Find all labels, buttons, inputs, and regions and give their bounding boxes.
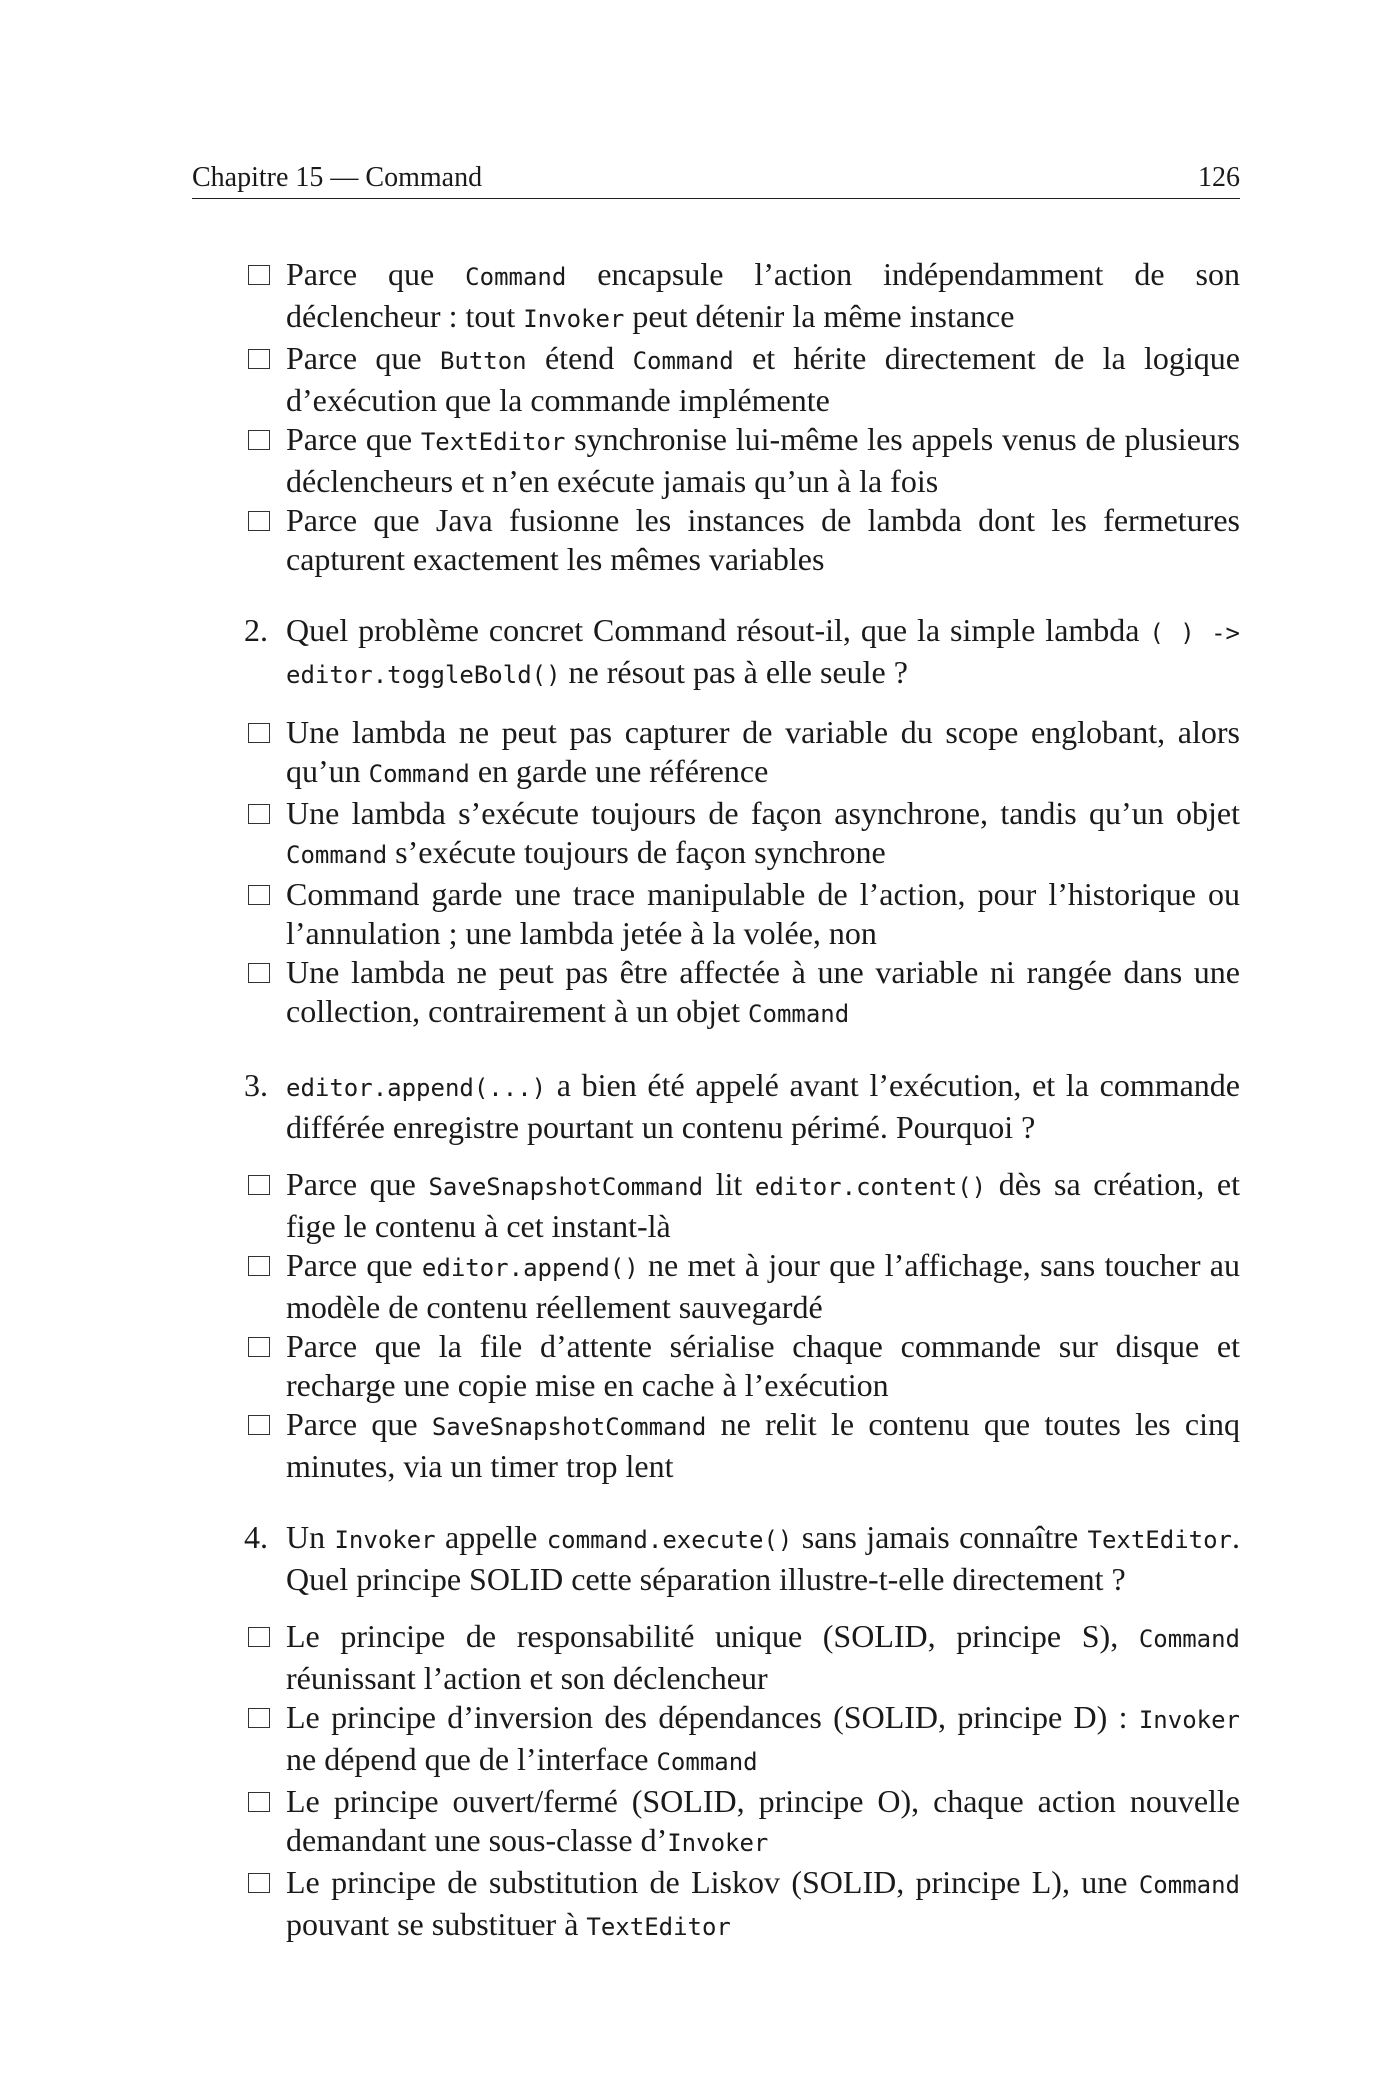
option-q1-d[interactable] — [192, 501, 1240, 579]
option-q2-a[interactable] — [192, 713, 1240, 794]
option-q3-d[interactable] — [192, 1405, 1240, 1486]
checkbox-q4-d[interactable] — [248, 1873, 270, 1893]
option-q3-c[interactable] — [192, 1327, 1240, 1405]
question-text: Un Invoker appelle command.execute() sans jamais connaître TextEditor. Quel principe SOLID cette séparation illustre-t-elle directement ? — [286, 1519, 1240, 1597]
question-text: editor.append(...) a bien été appelé avant l’exécution, et la commande différée enregistre pourtant un contenu périmé. Pourquoi ? — [286, 1067, 1240, 1145]
option-q2-c[interactable] — [192, 875, 1240, 953]
checkbox-q4-b[interactable] — [248, 1708, 270, 1728]
running-head — [192, 160, 1240, 199]
checkbox-q4-a[interactable] — [248, 1627, 270, 1647]
option-text: Le principe de substitution de Liskov (SOLID, principe L), une Command pouvant se substituer à TextEditor — [286, 1864, 1240, 1942]
question-4-options — [192, 1617, 1240, 1947]
checkbox-q3-a[interactable] — [248, 1175, 270, 1195]
checkbox-q2-d[interactable] — [248, 963, 270, 983]
checkbox-q3-d[interactable] — [248, 1415, 270, 1435]
option-text: Le principe de responsabilité unique (SOLID, principe S), Command réunissant l’action et son déclencheur — [286, 1618, 1240, 1696]
checkbox-q3-b[interactable] — [248, 1256, 270, 1276]
checkbox-q1-a[interactable] — [248, 265, 270, 285]
chapter-title: Chapitre 15 — Command — [192, 162, 483, 193]
option-q2-d[interactable] — [192, 953, 1240, 1034]
quiz-content — [192, 255, 1240, 1947]
checkbox-q1-b[interactable] — [248, 349, 270, 369]
checkbox-q3-c[interactable] — [248, 1337, 270, 1357]
checkbox-q4-c[interactable] — [248, 1792, 270, 1812]
page-number: 126 — [1198, 162, 1240, 193]
question-3-options — [192, 1165, 1240, 1486]
option-q2-b[interactable] — [192, 794, 1240, 875]
option-q1-c[interactable] — [192, 420, 1240, 501]
option-text: Une lambda s’exécute toujours de façon asynchrone, tandis qu’un objet Command s’exécute toujours de façon synchrone — [286, 795, 1240, 870]
question-1-options — [192, 255, 1240, 579]
option-q4-d[interactable] — [192, 1863, 1240, 1947]
option-text: Parce que Java fusionne les instances de lambda dont les fermetures capturent exactement les mêmes variables — [286, 502, 1240, 577]
option-q1-b[interactable] — [192, 339, 1240, 420]
question-number: 2. — [244, 612, 268, 648]
option-text: Le principe ouvert/fermé (SOLID, principe O), chaque action nouvelle demandant une sous-classe d’Invoker — [286, 1783, 1240, 1858]
option-text: Command garde une trace manipulable de l’action, pour l’historique ou l’annulation ; une lambda jetée à la volée, non — [286, 876, 1240, 951]
checkbox-q2-c[interactable] — [248, 885, 270, 905]
option-text: Parce que la file d’attente sérialise chaque commande sur disque et recharge une copie mise en cache à l’exécution — [286, 1328, 1240, 1403]
option-text: Une lambda ne peut pas capturer de variable du scope englobant, alors qu’un Command en garde une référence — [286, 714, 1240, 789]
question-2-options — [192, 713, 1240, 1034]
option-text: Une lambda ne peut pas être affectée à une variable ni rangée dans une collection, contrairement à un objet Command — [286, 954, 1240, 1029]
question-4 — [192, 1518, 1240, 1599]
option-text: Parce que SaveSnapshotCommand ne relit le contenu que toutes les cinq minutes, via un timer trop lent — [286, 1406, 1241, 1484]
checkbox-q1-c[interactable] — [248, 430, 270, 450]
page — [192, 160, 1240, 1947]
checkbox-q2-a[interactable] — [248, 723, 270, 743]
option-q4-b[interactable] — [192, 1698, 1240, 1782]
question-number: 4. — [244, 1519, 268, 1555]
question-3 — [192, 1066, 1240, 1147]
option-text: Le principe d’inversion des dépendances (SOLID, principe D) : Invoker ne dépend que de l’interface Command — [286, 1699, 1240, 1777]
question-number: 3. — [244, 1067, 268, 1103]
question-2 — [192, 611, 1240, 695]
checkbox-q2-b[interactable] — [248, 804, 270, 824]
option-text: Parce que TextEditor synchronise lui-même les appels venus de plusieurs déclencheurs et n’en exécute jamais qu’un à la fois — [286, 421, 1241, 499]
checkbox-q1-d[interactable] — [248, 511, 270, 531]
option-text: Parce que Button étend Command et hérite directement de la logique d’exécution que la commande implémente — [286, 340, 1241, 418]
option-text: Parce que editor.append() ne met à jour que l’affichage, sans toucher au modèle de contenu réellement sauvegardé — [286, 1247, 1241, 1325]
question-text: Quel problème concret Command résout-il, que la simple lambda ( ) -> editor.toggleBold() ne résout pas à elle seule ? — [286, 612, 1240, 690]
option-q3-b[interactable] — [192, 1246, 1240, 1327]
option-text: Parce que Command encapsule l’action indépendamment de son déclencheur : tout Invoker peut détenir la même instance — [286, 256, 1241, 334]
option-q4-c[interactable] — [192, 1782, 1240, 1863]
option-text: Parce que SaveSnapshotCommand lit editor.content() dès sa création, et fige le contenu à cet instant-là — [286, 1166, 1240, 1244]
option-q3-a[interactable] — [192, 1165, 1240, 1246]
option-q4-a[interactable] — [192, 1617, 1240, 1698]
option-q1-a[interactable] — [192, 255, 1240, 339]
